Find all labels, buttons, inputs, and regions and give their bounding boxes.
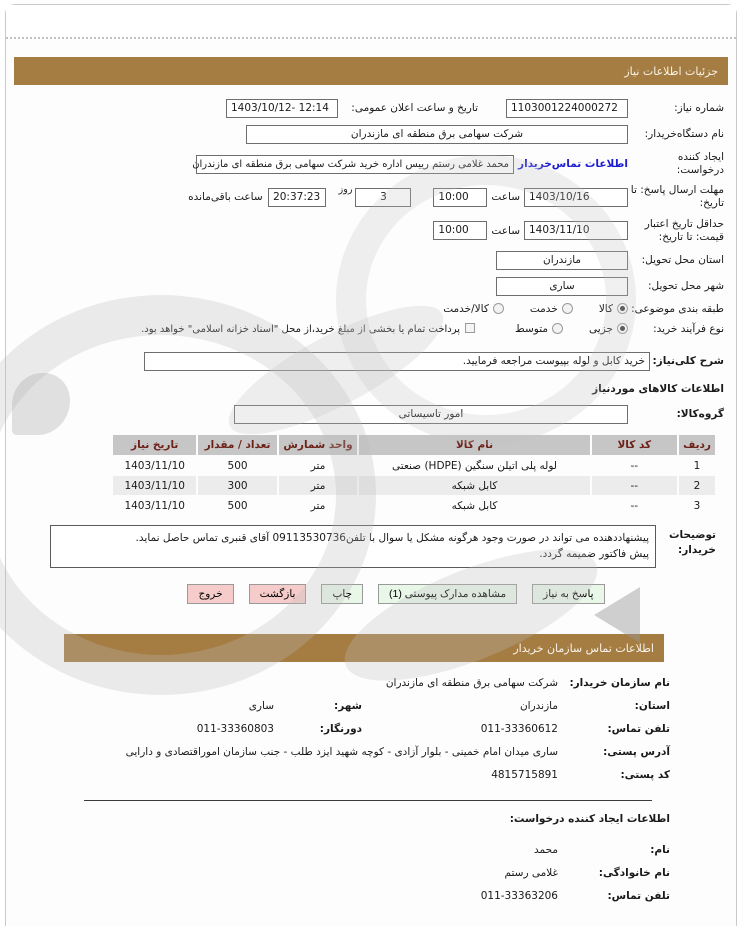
row-general-description — [18, 352, 724, 371]
phone-fax-row — [76, 718, 670, 740]
cell-need-date: 1403/11/10 — [124, 499, 185, 512]
view-attached-docs-button[interactable]: مشاهده مدارک پیوستی (1) — [378, 584, 517, 604]
remaining-time-label: ساعت باقی‌مانده — [188, 191, 263, 204]
reply-deadline-label: مهلت ارسال پاسخ: تا تاریخ: — [630, 184, 724, 210]
row-goods-info-heading — [18, 383, 724, 395]
header-unit: واحد شمارش — [279, 435, 358, 455]
need-number-field[interactable]: 1103001224000272 — [506, 99, 628, 118]
need-details-form — [14, 91, 728, 608]
cell-row-index: 3 — [693, 499, 701, 512]
row-price-validity — [18, 218, 724, 244]
cell-unit: متر — [279, 476, 358, 495]
section-header-org-contact: اطلاعات تماس سازمان خریدار — [64, 634, 664, 662]
goods-info-heading: اطلاعات کالاهای موردنیاز — [592, 383, 724, 395]
cell-row-index: 2 — [679, 476, 715, 495]
address-row — [76, 741, 670, 763]
postal-code-label: کد پستی: — [620, 768, 670, 781]
row-subject-classification — [18, 303, 724, 316]
buyer-notes-label: توضیحات خریدار: — [668, 529, 716, 556]
top-strip — [6, 5, 736, 39]
remaining-time-field[interactable]: 20:37:23 — [268, 188, 326, 207]
page-card — [5, 4, 737, 926]
cell-row-index: 1 — [693, 459, 701, 472]
row-buyer-org — [18, 125, 724, 144]
table-row — [113, 476, 715, 495]
org-phone-value: 011-33360612 — [480, 722, 558, 735]
creator-first-name-value: محمد — [534, 844, 558, 857]
general-description-label: شرح کلی‌نیاز: — [652, 354, 724, 367]
creator-last-name-row — [76, 862, 670, 885]
row-need-number — [18, 99, 724, 118]
table-row — [113, 496, 715, 515]
goods-table-body — [113, 456, 715, 515]
org-address-value: ساری میدان امام خمینی - بلوار آزادی - کوچه شهید ایزد طلب - جنب سازمان اموراقتصادی و دارایی — [125, 745, 558, 758]
delivery-city-label: شهر محل تحویل: — [648, 279, 724, 292]
row-request-creator — [18, 151, 724, 177]
header-row-index: ردیف — [679, 435, 715, 455]
exit-button[interactable]: خروج — [187, 584, 233, 604]
radio-minor[interactable] — [617, 323, 628, 334]
option-goods-service-label: کالا/خدمت — [443, 303, 489, 316]
org-contact-section — [76, 672, 670, 786]
radio-goods[interactable] — [617, 303, 628, 314]
option-goods[interactable] — [599, 303, 628, 315]
org-name-value: شرکت سهامی برق منطقه ای مازندران — [385, 676, 558, 689]
radio-goods-service[interactable] — [493, 303, 504, 314]
radio-medium[interactable] — [552, 323, 563, 334]
creator-phone-row — [76, 885, 670, 908]
row-goods-group — [18, 405, 724, 424]
general-description-field[interactable]: خرید کابل و لوله بپیوست مراجعه فرمایید. — [144, 352, 650, 371]
process-type-label: نوع فرآیند خرید: — [653, 322, 724, 335]
goods-table-header-row — [113, 435, 715, 455]
buyer-notes-line2: پیش فاکتور ضمیمه گردد. — [539, 548, 649, 561]
reply-deadline-hour-label: ساعت — [491, 191, 520, 204]
price-validity-hour-label: ساعت — [491, 224, 520, 237]
option-service[interactable] — [530, 303, 573, 315]
buyer-org-label: نام دستگاه‌خریدار: — [644, 127, 724, 140]
option-medium[interactable] — [515, 323, 563, 335]
reply-to-need-button[interactable]: پاسخ به نیاز — [532, 584, 604, 604]
buyer-notes-field[interactable] — [50, 525, 656, 568]
price-validity-date-field[interactable]: 1403/11/10 — [524, 221, 628, 240]
creator-first-name-label: نام: — [650, 844, 670, 857]
buyer-org-field[interactable]: شرکت سهامی برق منطقه ای مازندران — [246, 125, 628, 144]
need-number-label: شماره نیاز: — [674, 101, 724, 114]
creator-last-name-label: نام خانوادگی: — [598, 867, 670, 880]
org-name-row — [76, 672, 670, 694]
header-goods-name: نام کالا — [359, 435, 589, 455]
org-province-value: مازندران — [519, 699, 558, 712]
cell-unit: متر — [310, 499, 326, 512]
option-goods-service[interactable] — [443, 303, 504, 315]
table-row — [113, 456, 715, 475]
creator-info-heading: اطلاعات ایجاد کننده درخواست: — [509, 812, 670, 825]
cell-quantity: 500 — [227, 499, 248, 512]
province-city-row — [76, 695, 670, 717]
header-goods-code: کد کالا — [592, 435, 677, 455]
price-validity-label: حداقل تاریخ اعتبار قیمت: تا تاریخ: — [644, 217, 724, 243]
reply-deadline-days-field[interactable]: 3 — [355, 188, 411, 207]
row-process-type — [18, 323, 724, 336]
cell-quantity: 500 — [227, 459, 248, 472]
cell-need-date: 1403/11/10 — [113, 476, 196, 495]
request-creator-section — [76, 813, 670, 908]
reply-deadline-hour-field[interactable]: 10:00 — [433, 188, 487, 207]
creator-first-name-row — [76, 839, 670, 862]
buyer-contact-link[interactable]: اطلاعات تماس‌خریدار — [518, 158, 628, 171]
action-buttons — [98, 584, 694, 604]
org-fax-value: 011-33360803 — [196, 722, 274, 735]
delivery-province-field[interactable]: مازندران — [496, 251, 628, 270]
header-need-date: تاریخ نیاز — [113, 435, 196, 455]
price-validity-hour-field[interactable]: 10:00 — [433, 221, 487, 240]
creator-phone-value: 011-33363206 — [480, 890, 558, 903]
radio-service[interactable] — [562, 303, 573, 314]
cell-unit: متر — [310, 459, 326, 472]
row-delivery-city — [18, 277, 724, 296]
option-service-label: خدمت — [529, 303, 558, 316]
org-address-label: آدرس پستی: — [603, 745, 670, 758]
header-quantity: تعداد / مقدار — [198, 435, 276, 455]
cell-goods-name: لوله پلی اتیلن سنگین (HDPE) صنعتی — [392, 459, 557, 472]
postal-code-value: 4815715891 — [491, 768, 558, 781]
delivery-city-field[interactable]: ساری — [496, 277, 628, 296]
postal-code-row — [76, 764, 670, 786]
cell-quantity: 300 — [198, 476, 276, 495]
reply-deadline-date-field[interactable]: 1403/10/16 — [524, 188, 628, 207]
goods-group-label: گروه‌کالا: — [676, 407, 724, 420]
print-button[interactable]: چاپ — [321, 584, 363, 604]
option-minor-label: جزیی — [589, 323, 613, 336]
section-header-details: جزئیات اطلاعات نیاز — [14, 57, 728, 85]
reply-deadline-day-label: روز — [338, 184, 353, 196]
cell-goods-code: -- — [592, 476, 677, 495]
goods-table-head — [113, 435, 715, 455]
cell-goods-code: -- — [630, 459, 639, 472]
cell-goods-name: کابل شبکه — [359, 476, 589, 495]
org-city-value: ساری — [248, 699, 274, 712]
treasury-option[interactable] — [141, 323, 475, 335]
goods-table — [111, 434, 717, 516]
back-button[interactable]: بازگشت — [249, 584, 307, 604]
request-creator-field[interactable]: محمد غلامی رستم رییس اداره خرید شرکت سهامی برق منطقه ای مازندران — [196, 155, 514, 174]
row-buyer-notes — [26, 525, 716, 568]
row-reply-deadline — [18, 184, 724, 210]
buyer-notes-line1: پیشنهاددهنده می تواند در صورت وجود هرگونه مشکل یا سوال با تلفن09113530736 آقای قنبری تماس حاصل نماید. — [135, 532, 649, 544]
treasury-checkbox-label: پرداخت تمام یا بخشی از مبلغ خرید،از محل "اسناد خزانه اسلامی" خواهد بود. — [141, 324, 461, 336]
org-fax-label: دورنگار: — [319, 722, 362, 735]
goods-group-field[interactable]: امور تاسیساتی — [234, 405, 628, 424]
creator-last-name-value: غلامی رستم — [504, 867, 558, 880]
delivery-province-label: استان محل تحویل: — [641, 253, 724, 266]
announce-datetime-field[interactable]: 1403/10/12- 12:14 — [226, 99, 338, 118]
option-medium-label: متوسط — [515, 323, 549, 336]
treasury-checkbox[interactable] — [465, 323, 475, 333]
option-minor[interactable] — [589, 323, 628, 335]
org-province-label: استان: — [634, 699, 670, 712]
cell-goods-name: کابل شبکه — [451, 499, 498, 512]
row-delivery-province — [18, 251, 724, 270]
org-city-label: شهر: — [334, 699, 362, 712]
announce-datetime-label: تاریخ و ساعت اعلان عمومی: — [351, 101, 478, 114]
cell-need-date: 1403/11/10 — [124, 459, 185, 472]
option-goods-label: کالا — [598, 303, 613, 316]
section-divider — [84, 800, 652, 801]
org-name-label: نام سازمان خریدار: — [569, 676, 670, 689]
org-phone-label: تلفن تماس: — [607, 722, 670, 735]
creator-phone-label: تلفن تماس: — [607, 890, 670, 903]
subject-classification-label: طبقه بندی موضوعی: — [631, 302, 724, 315]
cell-goods-code: -- — [630, 499, 639, 512]
request-creator-label: ایجاد کننده درخواست: — [676, 151, 724, 177]
